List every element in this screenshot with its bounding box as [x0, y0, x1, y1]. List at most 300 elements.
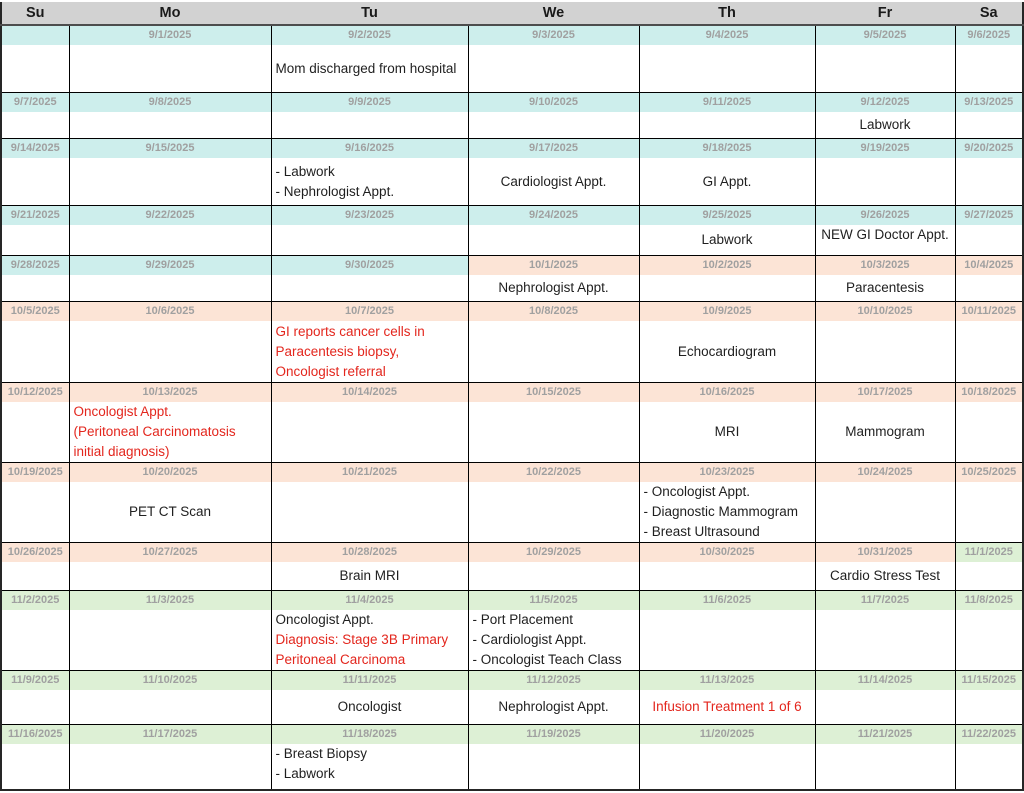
calendar-cell-9-19-2025[interactable] [815, 139, 955, 206]
calendar-cell-9-29-2025[interactable] [69, 256, 271, 302]
cell-date: 11/15/2025 [956, 671, 1023, 690]
cell-date: 10/17/2025 [816, 383, 955, 402]
cell-events [2, 562, 69, 590]
cell-date: 10/20/2025 [70, 463, 271, 482]
calendar-cell-9-6-2025[interactable] [955, 25, 1023, 93]
cell-date: 10/14/2025 [272, 383, 468, 402]
cell-events [272, 610, 468, 670]
cell-events [816, 321, 955, 382]
calendar-cell-9-10-2025[interactable] [468, 93, 639, 139]
cell-date: 11/14/2025 [816, 671, 955, 690]
calendar-cell-9-4-2025[interactable] [639, 25, 815, 93]
cell-events [2, 158, 69, 205]
cell-events [816, 112, 955, 138]
event-line: GI Appt. [702, 173, 752, 189]
cell-events [956, 562, 1023, 590]
cell-events [469, 402, 639, 462]
calendar-cell-blank[interactable] [1, 25, 69, 93]
event-line: - Breast Biopsy [275, 746, 368, 761]
cell-date: 9/16/2025 [272, 139, 468, 158]
calendar-cell-9-15-2025[interactable] [69, 139, 271, 206]
calendar-cell-11-5-2025[interactable] [468, 591, 639, 671]
cell-events [956, 45, 1023, 92]
cell-events [816, 275, 955, 301]
event-line: - Nephrologist Appt. [275, 183, 395, 199]
cell-events [640, 275, 815, 301]
event-line: Cardiologist Appt. [500, 173, 607, 189]
cell-date: 11/13/2025 [640, 671, 815, 690]
calendar-cell-9-1-2025[interactable] [69, 25, 271, 93]
day-header-tu: Tu [271, 1, 468, 25]
calendar-cell-10-20-2025[interactable] [69, 463, 271, 543]
cell-events [2, 482, 69, 542]
cell-events [640, 482, 815, 542]
cell-date: 10/4/2025 [956, 256, 1023, 275]
cell-date: 10/25/2025 [956, 463, 1023, 482]
calendar-cell-9-2-2025[interactable] [271, 25, 468, 93]
calendar-cell-11-20-2025[interactable] [639, 725, 815, 791]
event-line: - Labwork [275, 766, 335, 781]
calendar-cell-10-23-2025[interactable] [639, 463, 815, 543]
calendar-cell-10-9-2025[interactable] [639, 302, 815, 383]
cell-date: 11/7/2025 [816, 591, 955, 610]
cell-events [816, 402, 955, 462]
cell-events [956, 275, 1023, 301]
event-line: Labwork [701, 232, 753, 247]
calendar-cell-10-3-2025[interactable] [815, 256, 955, 302]
calendar-cell-10-10-2025[interactable] [815, 302, 955, 383]
cell-date: 9/6/2025 [956, 26, 1023, 45]
cell-events [816, 482, 955, 542]
calendar-cell-9-7-2025[interactable] [1, 93, 69, 139]
week-row [1, 543, 1023, 591]
cell-events [70, 744, 271, 789]
day-header-su: Su [1, 1, 69, 25]
event-line: Paracentesis biopsy, [275, 343, 400, 359]
cell-events [816, 225, 955, 255]
week-row [1, 93, 1023, 139]
calendar-cell-9-11-2025[interactable] [639, 93, 815, 139]
calendar-cell-10-24-2025[interactable] [815, 463, 955, 543]
cell-events [272, 402, 468, 462]
cell-events [70, 321, 271, 382]
cell-date: 9/5/2025 [816, 26, 955, 45]
cell-events [70, 402, 271, 462]
cell-events [956, 744, 1023, 789]
cell-events [469, 321, 639, 382]
calendar-cell-11-22-2025[interactable] [955, 725, 1023, 791]
cell-date: 9/4/2025 [640, 26, 815, 45]
calendar-cell-10-16-2025[interactable] [639, 383, 815, 463]
event-line: - Oncologist Teach Class [472, 652, 622, 667]
event-line: - Cardiologist Appt. [472, 632, 587, 647]
cell-events [956, 158, 1023, 205]
cell-events [469, 45, 639, 92]
cell-date: 9/21/2025 [2, 206, 69, 225]
event-line: Echocardiogram [677, 343, 777, 359]
cell-date: 10/6/2025 [70, 302, 271, 321]
cell-date: 9/26/2025 [816, 206, 955, 225]
cell-date: 9/17/2025 [469, 139, 639, 158]
event-line: Brain MRI [339, 568, 400, 583]
cell-events [956, 112, 1023, 138]
calendar-cell-10-14-2025[interactable] [271, 383, 468, 463]
calendar-cell-11-6-2025[interactable] [639, 591, 815, 671]
event-line: Nephrologist Appt. [498, 699, 609, 714]
calendar-cell-9-16-2025[interactable] [271, 139, 468, 206]
cell-events [956, 482, 1023, 542]
calendar-cell-11-1-2025[interactable] [955, 543, 1023, 591]
week-row [1, 671, 1023, 725]
calendar-cell-9-18-2025[interactable] [639, 139, 815, 206]
calendar-cell-10-5-2025[interactable] [1, 302, 69, 383]
week-row [1, 256, 1023, 302]
calendar-cell-9-30-2025[interactable] [271, 256, 468, 302]
event-line: Oncologist Appt. [275, 612, 374, 627]
cell-date: 9/8/2025 [70, 93, 271, 112]
cell-date: 10/10/2025 [816, 302, 955, 321]
cell-date: 10/15/2025 [469, 383, 639, 402]
cell-events [272, 482, 468, 542]
cell-events [272, 744, 468, 789]
calendar-cell-10-12-2025[interactable] [1, 383, 69, 463]
cell-events [640, 225, 815, 255]
calendar-body [1, 25, 1023, 790]
cell-events [70, 610, 271, 670]
cell-date: 9/11/2025 [640, 93, 815, 112]
week-row [1, 302, 1023, 383]
calendar-cell-11-13-2025[interactable] [639, 671, 815, 725]
cell-date: 11/10/2025 [70, 671, 271, 690]
calendar-cell-9-9-2025[interactable] [271, 93, 468, 139]
day-header-mo: Mo [69, 1, 271, 25]
cell-date: 10/1/2025 [469, 256, 639, 275]
calendar-cell-11-8-2025[interactable] [955, 591, 1023, 671]
calendar-cell-10-29-2025[interactable] [468, 543, 639, 591]
day-header-th: Th [639, 1, 815, 25]
calendar-cell-10-11-2025[interactable] [955, 302, 1023, 383]
calendar-cell-9-3-2025[interactable] [468, 25, 639, 93]
calendar-cell-10-22-2025[interactable] [468, 463, 639, 543]
cell-events [956, 610, 1023, 670]
week-row [1, 725, 1023, 791]
cell-date: 10/11/2025 [956, 302, 1023, 321]
calendar-cell-10-8-2025[interactable] [468, 302, 639, 383]
event-line: - Diagnostic Mammogram [643, 504, 799, 519]
cell-date: 10/23/2025 [640, 463, 815, 482]
day-header-we: We [468, 1, 639, 25]
calendar-cell-11-2-2025[interactable] [1, 591, 69, 671]
calendar-cell-9-28-2025[interactable] [1, 256, 69, 302]
cell-date: 10/27/2025 [70, 543, 271, 562]
event-line: Peritoneal Carcinoma [275, 652, 406, 667]
cell-date: 11/2/2025 [2, 591, 69, 610]
cell-events [469, 562, 639, 590]
calendar-cell-10-1-2025[interactable] [468, 256, 639, 302]
cell-events [469, 744, 639, 789]
cell-date: 11/9/2025 [2, 671, 69, 690]
cell-date: 10/30/2025 [640, 543, 815, 562]
cell-date: 11/3/2025 [70, 591, 271, 610]
calendar-cell-9-26-2025[interactable] [815, 206, 955, 256]
cell-events [272, 225, 468, 255]
cell-events [640, 158, 815, 205]
event-line: Oncologist referral [275, 363, 386, 379]
calendar-cell-10-4-2025[interactable] [955, 256, 1023, 302]
calendar-cell-10-30-2025[interactable] [639, 543, 815, 591]
cell-date: 9/30/2025 [272, 256, 468, 275]
cell-events [70, 158, 271, 205]
calendar-cell-11-9-2025[interactable] [1, 671, 69, 725]
calendar-cell-10-27-2025[interactable] [69, 543, 271, 591]
calendar-cell-9-25-2025[interactable] [639, 206, 815, 256]
week-row [1, 383, 1023, 463]
cell-events [70, 562, 271, 590]
calendar-cell-10-26-2025[interactable] [1, 543, 69, 591]
week-row [1, 25, 1023, 93]
cell-events [469, 158, 639, 205]
calendar-cell-9-20-2025[interactable] [955, 139, 1023, 206]
calendar-cell-9-14-2025[interactable] [1, 139, 69, 206]
cell-date: 9/20/2025 [956, 139, 1023, 158]
cell-events [272, 45, 468, 92]
event-line: Oncologist [337, 699, 402, 714]
event-line: - Port Placement [472, 612, 574, 627]
cell-date: 11/16/2025 [2, 725, 69, 744]
cell-date: 11/22/2025 [956, 725, 1023, 744]
event-line: Infusion Treatment 1 of 6 [652, 699, 802, 714]
cell-date: 9/3/2025 [469, 26, 639, 45]
cell-events [956, 402, 1023, 462]
event-line: Nephrologist Appt. [498, 280, 609, 295]
cell-date: 10/7/2025 [272, 302, 468, 321]
calendar-cell-11-19-2025[interactable] [468, 725, 639, 791]
calendar-cell-10-6-2025[interactable] [69, 302, 271, 383]
cell-date: 9/15/2025 [70, 139, 271, 158]
event-line: Mom discharged from hospital [275, 60, 457, 76]
calendar-cell-10-19-2025[interactable] [1, 463, 69, 543]
cell-events [2, 275, 69, 301]
calendar-cell-9-17-2025[interactable] [468, 139, 639, 206]
week-row [1, 463, 1023, 543]
event-line: Oncologist Appt. [73, 404, 172, 419]
cell-date: 9/25/2025 [640, 206, 815, 225]
cell-date: 9/9/2025 [272, 93, 468, 112]
event-line: MRI [714, 424, 740, 439]
cell-events [272, 562, 468, 590]
cell-events [816, 690, 955, 724]
cell-date: 10/26/2025 [2, 543, 69, 562]
cell-events [816, 158, 955, 205]
cell-date: 10/22/2025 [469, 463, 639, 482]
cell-date: 10/3/2025 [816, 256, 955, 275]
cell-date: 11/17/2025 [70, 725, 271, 744]
cell-events [70, 225, 271, 255]
cell-events [70, 690, 271, 724]
cell-events [70, 275, 271, 301]
cell-events [70, 45, 271, 92]
calendar-cell-9-21-2025[interactable] [1, 206, 69, 256]
cell-events [640, 562, 815, 590]
cell-events [2, 112, 69, 138]
calendar-cell-10-13-2025[interactable] [69, 383, 271, 463]
week-row [1, 206, 1023, 256]
day-header-fr: Fr [815, 1, 955, 25]
cell-date: 9/2/2025 [272, 26, 468, 45]
calendar-cell-9-22-2025[interactable] [69, 206, 271, 256]
cell-events [469, 690, 639, 724]
cell-events [816, 45, 955, 92]
cell-date: 10/12/2025 [2, 383, 69, 402]
calendar-cell-9-13-2025[interactable] [955, 93, 1023, 139]
cell-date: 10/13/2025 [70, 383, 271, 402]
calendar-cell-10-7-2025[interactable] [271, 302, 468, 383]
calendar-cell-11-14-2025[interactable] [815, 671, 955, 725]
calendar-cell-11-12-2025[interactable] [468, 671, 639, 725]
cell-date: 9/22/2025 [70, 206, 271, 225]
event-line: (Peritoneal Carcinomatosis [73, 424, 236, 439]
event-line: Diagnosis: Stage 3B Primary [275, 632, 449, 647]
calendar-cell-10-21-2025[interactable] [271, 463, 468, 543]
event-line: - Oncologist Appt. [643, 484, 751, 499]
cell-date: 9/27/2025 [956, 206, 1023, 225]
cell-events [272, 690, 468, 724]
cell-date: 11/1/2025 [956, 543, 1023, 562]
cell-events [640, 690, 815, 724]
cell-events [640, 402, 815, 462]
event-line: - Breast Ultrasound [643, 524, 760, 539]
cell-date: 10/9/2025 [640, 302, 815, 321]
calendar-cell-10-15-2025[interactable] [468, 383, 639, 463]
cell-date: 9/7/2025 [2, 93, 69, 112]
calendar-cell-11-17-2025[interactable] [69, 725, 271, 791]
calendar-cell-9-5-2025[interactable] [815, 25, 955, 93]
calendar-cell-10-28-2025[interactable] [271, 543, 468, 591]
cell-events [816, 744, 955, 789]
calendar-cell-11-15-2025[interactable] [955, 671, 1023, 725]
calendar-cell-11-18-2025[interactable] [271, 725, 468, 791]
cell-events [816, 562, 955, 590]
calendar-cell-9-27-2025[interactable] [955, 206, 1023, 256]
cell-events [816, 610, 955, 670]
calendar-cell-10-17-2025[interactable] [815, 383, 955, 463]
cell-events [70, 482, 271, 542]
event-line: GI reports cancer cells in [275, 323, 425, 339]
calendar-cell-10-31-2025[interactable] [815, 543, 955, 591]
calendar-cell-10-2-2025[interactable] [639, 256, 815, 302]
event-line: Labwork [859, 117, 911, 132]
cell-events [956, 225, 1023, 255]
cell-events [272, 321, 468, 382]
cell-date: 10/19/2025 [2, 463, 69, 482]
cell-events [2, 610, 69, 670]
cell-date: 9/18/2025 [640, 139, 815, 158]
cell-events [956, 321, 1023, 382]
cell-events [2, 402, 69, 462]
cell-date: 10/16/2025 [640, 383, 815, 402]
calendar-cell-9-24-2025[interactable] [468, 206, 639, 256]
calendar-header [1, 1, 1023, 25]
cell-date: 10/28/2025 [272, 543, 468, 562]
calendar-cell-11-4-2025[interactable] [271, 591, 468, 671]
cell-events [469, 275, 639, 301]
cell-date [2, 26, 69, 45]
calendar-cell-11-10-2025[interactable] [69, 671, 271, 725]
cell-events [2, 225, 69, 255]
cell-date: 10/8/2025 [469, 302, 639, 321]
event-line: Mammogram [845, 424, 925, 439]
cell-date: 11/8/2025 [956, 591, 1023, 610]
calendar-cell-10-18-2025[interactable] [955, 383, 1023, 463]
cell-events [272, 158, 468, 205]
calendar-cell-10-25-2025[interactable] [955, 463, 1023, 543]
cell-date: 9/14/2025 [2, 139, 69, 158]
event-line: NEW GI Doctor Appt. [821, 227, 949, 242]
cell-events [469, 482, 639, 542]
cell-date: 11/12/2025 [469, 671, 639, 690]
cell-date: 9/10/2025 [469, 93, 639, 112]
cell-date: 11/11/2025 [272, 671, 468, 690]
cell-date: 11/21/2025 [816, 725, 955, 744]
cell-events [2, 321, 69, 382]
cell-date: 11/18/2025 [272, 725, 468, 744]
cell-events [469, 610, 639, 670]
cell-date: 11/19/2025 [469, 725, 639, 744]
event-line: initial diagnosis) [73, 444, 170, 459]
week-row [1, 591, 1023, 671]
calendar-cell-11-11-2025[interactable] [271, 671, 468, 725]
calendar-cell-9-23-2025[interactable] [271, 206, 468, 256]
cell-events [2, 690, 69, 724]
cell-date: 9/23/2025 [272, 206, 468, 225]
cell-date: 10/21/2025 [272, 463, 468, 482]
cell-date: 10/5/2025 [2, 302, 69, 321]
day-header-sa: Sa [955, 1, 1023, 25]
cell-date: 9/12/2025 [816, 93, 955, 112]
calendar-cell-9-8-2025[interactable] [69, 93, 271, 139]
calendar-cell-11-7-2025[interactable] [815, 591, 955, 671]
calendar-cell-11-3-2025[interactable] [69, 591, 271, 671]
event-line: - Labwork [275, 163, 335, 179]
cell-date: 9/19/2025 [816, 139, 955, 158]
event-line: Paracentesis [845, 280, 925, 295]
day-header-row [1, 1, 1023, 25]
cell-events [272, 275, 468, 301]
cell-events [640, 321, 815, 382]
cell-date: 10/29/2025 [469, 543, 639, 562]
event-line: Cardio Stress Test [829, 568, 941, 583]
cell-date: 10/31/2025 [816, 543, 955, 562]
cell-date: 10/2/2025 [640, 256, 815, 275]
calendar-cell-11-16-2025[interactable] [1, 725, 69, 791]
cell-events [956, 690, 1023, 724]
cell-date: 9/24/2025 [469, 206, 639, 225]
cell-events [640, 610, 815, 670]
calendar-cell-11-21-2025[interactable] [815, 725, 955, 791]
cell-events [640, 744, 815, 789]
cell-date: 11/6/2025 [640, 591, 815, 610]
cell-events [640, 112, 815, 138]
cell-events [469, 225, 639, 255]
cell-date: 10/24/2025 [816, 463, 955, 482]
week-row [1, 139, 1023, 206]
calendar-cell-9-12-2025[interactable] [815, 93, 955, 139]
cell-date: 9/28/2025 [2, 256, 69, 275]
cell-events [469, 112, 639, 138]
cell-events [2, 45, 69, 92]
cell-date: 9/29/2025 [70, 256, 271, 275]
cell-events [640, 45, 815, 92]
